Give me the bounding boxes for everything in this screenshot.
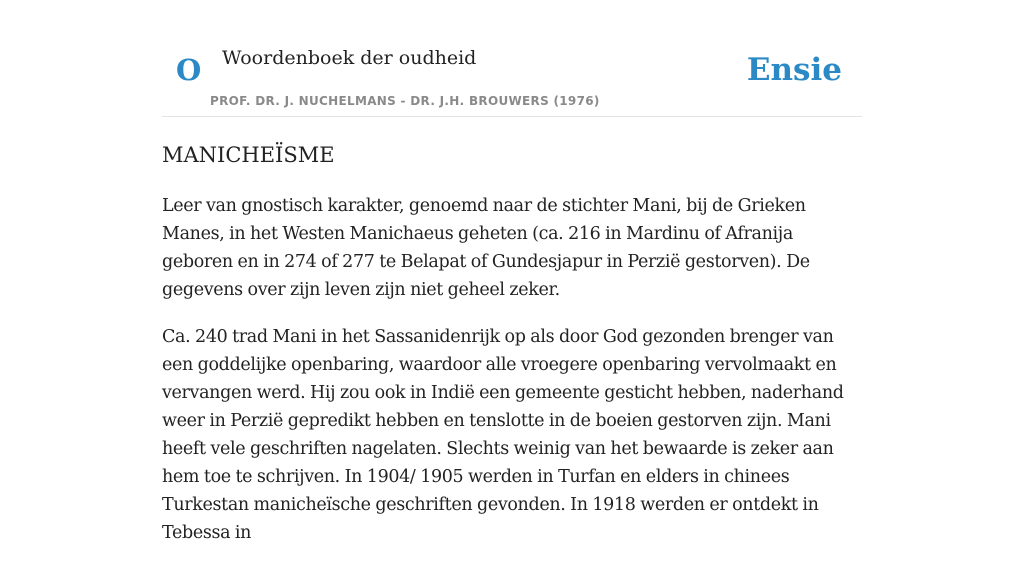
brand-logo-link[interactable]: Ensie [746,52,842,88]
book-header [162,0,862,117]
entry-body [162,192,864,566]
book-logo-letter[interactable]: O [176,53,202,87]
entry-paragraph: Leer van gnostisch karakter, genoemd naar de stichter Mani, bij de Grieken Manes, in het Westen Manichaeus geheten (ca. 216 in Mardinu of Afranija geboren en in 274 of 277 te Belapat of Gundesjapur in Perzië gestorven). De gegevens over zijn leven zijn niet geheel zeker. [162,196,810,300]
entry-title: MANICHEÏSME [162,143,335,167]
book-title[interactable]: Woordenboek der oudheid [222,47,477,69]
entry-paragraph: Ca. 240 trad Mani in het Sassanidenrijk op als door God gezonden brenger van een goddelijke openbaring, waardoor alle vroegere openbaring vervolmaakt en vervangen werd. Hij zou ook in Indië een gemeente gesticht hebben, naderhand weer in Perzië gepredikt hebben en tenslotte in de boeien gestorven zijn. Mani heeft vele geschriften nagelaten. Slechts weinig van het bewaarde is zeker aan hem toe te schrijven. In 1904/ 1905 werden in Turfan en elders in chinees Turkestan manicheïsche geschriften gevonden. In 1918 werden er ontdekt in Tebessa in [162,327,844,543]
book-authors: PROF. DR. J. NUCHELMANS - DR. J.H. BROUWERS (1976) [210,94,600,108]
